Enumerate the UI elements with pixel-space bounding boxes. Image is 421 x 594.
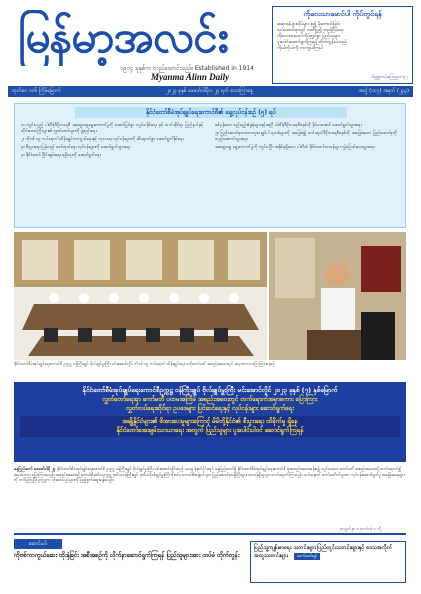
issue-date-bar [8, 86, 413, 97]
volume-number: အတွဲ (၁၀၇) အမှတ် (၂၃၃) [358, 88, 409, 94]
story-paragraph: ၂။ ကိုဗစ်-၁၉ ကပ်ရောဂါ ထိန်းချုပ်ကာကွယ်ရေးနှင့် ကုသရေး လုပ်ငန်းများကို ထိရောက်စွာ ဆောင်ရွက်နိုင်ရေး [21, 136, 184, 141]
english-title: Myanma Alinn Daily [151, 72, 230, 82]
article-byline: နေပြည်တော် ဖေဖော်ဝါရီ ၂၃ [14, 466, 56, 471]
top-story-right-column [215, 122, 397, 152]
headline-line: လွှတ်လပ်ရေးဆိုင်ရာ ဥပဒေများ ပြင်ဆင်ရေးနှင့် လုပ်ငန်းများ ဆောင်ရွက်ရေး [126, 405, 294, 412]
story-paragraph: အထွေထွေ ရွေးကောက်ပွဲကို ကျင်းပပြီး အနိုင်ရရှိသော ပါတီထံ နိုင်ငံတော်တာဝန်များ လွှဲပြောင်းပေးသွားရေး [215, 144, 375, 149]
continued-reference: စာမျက်နှာ ၈ ကော်လံ ၁ သို့ [340, 526, 382, 531]
masthead [8, 6, 413, 84]
story-paragraph: ၃။ စီးပွားရေး ပြန်လည် ဖော်ထုတ်ရေး လုပ်ငန်းများကို ဆောင်ရွက်သွားရေး [21, 144, 131, 149]
main-headline-block [14, 382, 406, 462]
headline-subline: နိုင်ငံတော်အေးချမ်းသာယာရေး အတွက် ပြည်သူများ ပူးပေါင်းပါဝင် ဆောင်ရွက်ကြရန် [116, 426, 304, 434]
article-text: နိုင်ငံတော်စီမံအုပ်ချုပ်ရေးကောင်စီ ဥက္ကဋ္ဌ ဝန်ကြီးချုပ် ဗိုလ်ချုပ်မှူးကြီး မင်းအောင်လှိုင်သည် ယနေ့ နံနက်ပိုင်းတွင် နေပြည်တော်ရှိ နိုင်ငံတော်စီမံအုပ်ချုပ်ရေးကောင်စီ ရုံးအစည်းအဝေးခန်းမ၌ ကျင်းပသော ကော်မတီ အစည်းအဝေးသို့ တက်ရောက်၍ အမှာစကား ပြောကြားသည်။ အစည်းအဝေးသို့ ကောင်စီဒုတိယဥက္ကဋ္ဌ ဒုတိယဝန်ကြီးချုပ် ဒုတိယဗိုလ်ချုပ်မှူးကြီး စိုးဝင်း၊ ကောင်စီအဖွဲ့ဝင်များ၊ ပြည်ထောင်စုဝန်ကြီးများ၊ တာဝန်ရှိသူများ တက်ရောက်ကြသည်။ ယင်းနောက် ကော်မတီဝင်များက လုပ်ငန်းဆောင်ရွက်မှု အခြေအနေများကို တင်ပြကြပြီး ဥက္ကဋ္ဌက လိုအပ်သည်များကို ဖြည့်စွက်ဆွေးနွေးသည်။ [14, 466, 405, 483]
read-more-button[interactable]: ဆက်ဖတ်ရန် [294, 553, 320, 560]
motto-box [272, 6, 413, 84]
meeting-room-illustration [14, 232, 267, 360]
motto-line: ကိုယ်ကိုယ်ကို ကာကွယ်ကြပါ [277, 46, 323, 52]
motto-date: မိတ္တူကပ်ကြေညာ-၄၇ [371, 75, 408, 80]
teaser-left[interactable]: ကိုဗစ်ကာကွယ်ဆေး ထိုးနှံခြင်း အစီအစဉ်ကို လိုက်နာဆောင်ရွက်ကြရန် ပြည်သူများအား ထပ်မံ တိုက်တွန်း [14, 552, 240, 559]
top-story-box [14, 103, 406, 228]
article-body [14, 466, 406, 524]
speaker-photo [269, 232, 406, 360]
issue-number: ထုတ်ဝေ ၁၀၆ ကြိမ်မြောက် [12, 88, 61, 94]
established-note: ၁၉၁၄ ခုနှစ်က တည်ထောင်သည်။ Established in 1914 [120, 65, 254, 72]
bottom-teasers [14, 533, 406, 585]
headline-line: နိုင်ငံတော်စီမံအုပ်ချုပ်ရေးကောင်စီဥက္ကဋ္ဌ ဝန်ကြီးချုပ် ဗိုလ်ချုပ်မှူးကြီး မင်းအောင်လှိုင် ၂၀၂၃ ခုနှစ် (၇) နှစ်မြောက် [82, 386, 338, 394]
teaser-right-text: ပြည်သူ့ကျန်းမာရေး သတင်းများ ပြည်တွင်းသတင်းများနှင့် ဒေသအလိုက် အထူးသတင်းများ [254, 545, 393, 559]
motto-line: ပူးပေါင်းဆောင်ရွက်ကြရန် တိုက်တွန်းပါသည် [277, 40, 347, 46]
motto-title: ကိုလေသာမောင်ပါ ကိုပ်တွင်ရန် [303, 10, 382, 18]
story-paragraph: ၁။ ကျင်းပမည့် ပါတီစုံဒီမိုကရေစီ အထွေထွေရွေးကောက်ပွဲကို အောင်မြင်စွာ ကျင်းပနိုင်ရေး နှင့် သက်ဆိုင်ရာ ပြည်နယ်နှင့်တိုင်းဒေသကြီးများ၏ လွှတ်တော်များကို ဖွဲ့စည်းရေး [21, 122, 203, 133]
story-paragraph: ၄။ နိုင်ငံတော် ငြိမ်းချမ်းရေး ရရှိရေးကို ဆောင်ရွက်ရေး [21, 152, 101, 157]
motto-line: ဆရာဝန်များလိုပ်များ စုံ၍ မိုးကောင်းခြင်း [277, 22, 341, 27]
newspaper-logo: မြန်မာ့အလင်း [18, 12, 228, 63]
story-paragraph: ၅။ ပြည်ထောင်စုသဘောတူစာချုပ်ပါ ရလဒ်များကို အခြေခံ၍ ဖက်ဒရယ်ဒီမိုကရေစီစနစ်ကို အခြေခံသော ပြည်ထောင်စုကို တည်ဆောက်သွားရေး [215, 130, 397, 141]
headline-subline: အချို့နိုင်ငံများ၏ ဖိအားပေးမှုများကြောင့် မိမိတို့နိုင်ငံ၏ စီးပွားရေး ထိခိုက်မှု ရှိနေ [122, 418, 298, 425]
top-story-left-column [21, 122, 203, 160]
photo-caption: နိုင်ငံတော်စီမံအုပ်ချုပ်ရေးကောင်စီ ဥက္ကဋ္ဌ ဝန်ကြီးချုပ် ဗိုလ်ချုပ်မှူးကြီး မင်းအောင်လှိုင် ကိုဗစ်-၁၉ ကပ်ရောဂါ ထိန်းချုပ်ရေး ဗဟိုကော်မတီ အစည်းအဝေးတွင် အမှာစကား ပြောကြားနေစဉ် [14, 361, 276, 366]
teaser-right[interactable] [250, 541, 406, 583]
speaker-illustration [269, 232, 406, 360]
motto-line: လုပ်ဆောင်ရာတွင် သတိပြု၍ တည်ငြိမ်ရေး [277, 28, 344, 34]
headline-subband [20, 416, 400, 437]
headline-line: လွှတ်တော်ရေးရာ ကော်မတီ ပထမအကြိမ် အစည်းအဝေးတွင် တက်ရောက်အမှာစကား ပြောကြား [102, 396, 318, 403]
section-label: ဆောင်းပါး [14, 539, 62, 549]
motto-line: ကိုလေသာမောင်ကိုပ်တွင်စွာ ပြည်သူများ [277, 34, 341, 40]
story-paragraph: စစ်မှန်သော စည်းမျဉ်းစံနှုန်းများနှင့်အညီ ပါတီစုံဒီမိုကရေစီစနစ်ကို ခိုင်မာအောင် ဆောင်ရွက်သွားရေး [215, 122, 362, 127]
top-story-headline: နိုင်ငံတော်စီမံအုပ်ချုပ်ရေးကောင်စီ၏ ရှေ့လုပ်ငန်းစဉ် (၅) ရပ် [75, 107, 347, 118]
issue-date: ၂၀၂၃ ခုနှစ် ဖေဖော်ဝါရီလ ၂၄ ရက် သောကြာနေ့ [166, 88, 253, 94]
meeting-photo [14, 232, 267, 360]
